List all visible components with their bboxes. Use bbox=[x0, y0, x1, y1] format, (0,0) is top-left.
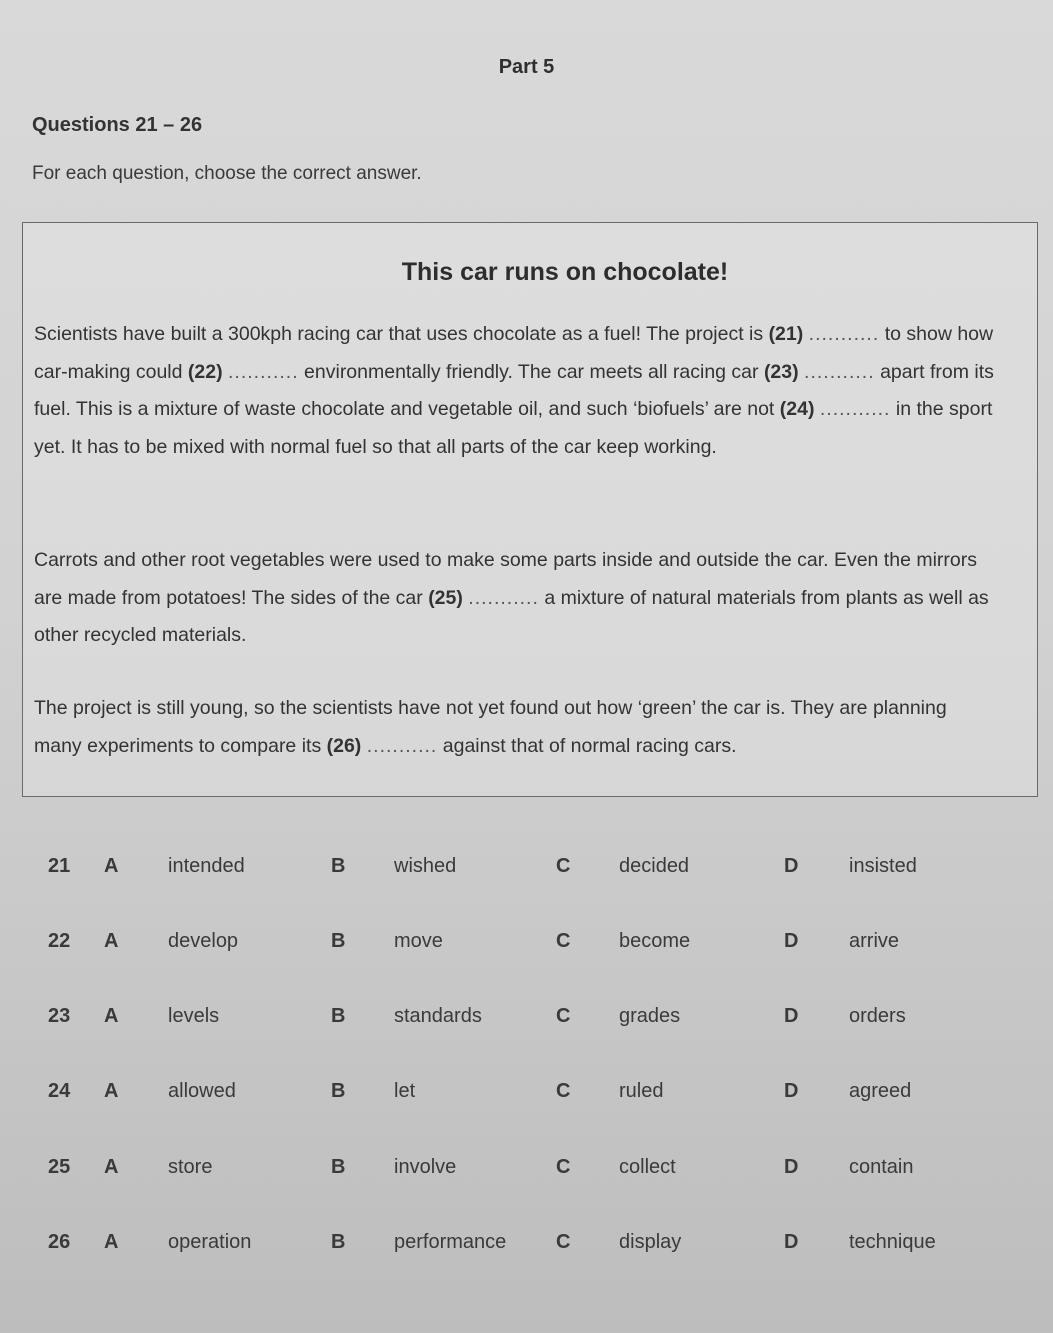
passage-text: apart from its fuel. This is a mixture of waste chocolate and vegetable oil, and such ‘biofuels’ are not bbox=[34, 360, 994, 420]
gap-dots: ........... bbox=[808, 323, 880, 345]
option-letter-c: C bbox=[556, 1005, 571, 1027]
option-letter-c: C bbox=[556, 930, 571, 952]
part-title: Part 5 bbox=[498, 56, 555, 78]
option-d[interactable]: orders bbox=[849, 1005, 906, 1027]
option-letter-b: B bbox=[331, 1156, 346, 1178]
option-b[interactable]: standards bbox=[394, 1005, 482, 1027]
option-d[interactable]: technique bbox=[849, 1231, 936, 1253]
gap-number: (24) bbox=[779, 398, 815, 420]
option-letter-c: C bbox=[556, 1231, 571, 1253]
option-letter-a: A bbox=[104, 1005, 119, 1027]
passage-paragraph-1 bbox=[34, 316, 999, 466]
option-d[interactable]: insisted bbox=[849, 855, 917, 877]
option-row-24 bbox=[0, 1080, 1053, 1110]
passage-text: a mixture of natural materials from plants as well as other recycled materials. bbox=[34, 586, 989, 646]
option-letter-b: B bbox=[331, 930, 346, 952]
option-letter-d: D bbox=[784, 1005, 799, 1027]
questions-range: Questions 21 – 26 bbox=[32, 114, 203, 136]
question-number: 26 bbox=[48, 1231, 71, 1253]
option-row-25 bbox=[0, 1156, 1053, 1186]
option-letter-c: C bbox=[556, 1156, 571, 1178]
option-c[interactable]: grades bbox=[619, 1005, 681, 1027]
option-b[interactable]: move bbox=[394, 930, 443, 952]
option-c[interactable]: ruled bbox=[619, 1080, 664, 1102]
gap-number: (23) bbox=[763, 360, 799, 383]
passage-text: The project is still young, so the scientists have not yet found out how ‘green’ the car is. They are planning many experiments to compare its bbox=[34, 697, 947, 757]
option-row-22 bbox=[0, 930, 1053, 960]
passage-text: Scientists have built a 300kph racing car that uses chocolate as a fuel! The project is bbox=[34, 323, 769, 345]
option-letter-c: C bbox=[556, 1080, 571, 1102]
gap-dots: ........... bbox=[804, 360, 875, 383]
passage-text: environmentally friendly. The car meets all racing car bbox=[298, 360, 764, 383]
option-row-23 bbox=[0, 1005, 1053, 1035]
question-number: 23 bbox=[48, 1005, 71, 1027]
option-d[interactable]: contain bbox=[849, 1156, 914, 1178]
option-c[interactable]: collect bbox=[619, 1156, 676, 1178]
option-a[interactable]: allowed bbox=[168, 1080, 236, 1102]
option-a[interactable]: intended bbox=[168, 855, 245, 877]
gap-dots: ........... bbox=[228, 360, 299, 383]
question-number: 24 bbox=[48, 1080, 71, 1102]
passage-paragraph-2 bbox=[34, 542, 999, 655]
question-number: 22 bbox=[48, 930, 71, 952]
option-c[interactable]: become bbox=[619, 930, 691, 952]
passage-text: to show how car-making could bbox=[34, 323, 994, 383]
gap-number: (21) bbox=[768, 323, 804, 345]
option-letter-b: B bbox=[331, 855, 346, 877]
option-b[interactable]: let bbox=[394, 1080, 416, 1102]
gap-dots: ........... bbox=[366, 734, 438, 757]
option-b[interactable]: performance bbox=[394, 1231, 507, 1253]
gap-number: (26) bbox=[326, 734, 362, 757]
option-letter-a: A bbox=[104, 855, 119, 877]
question-number: 25 bbox=[48, 1156, 71, 1178]
option-b[interactable]: involve bbox=[394, 1156, 457, 1178]
option-a[interactable]: levels bbox=[168, 1005, 220, 1027]
gap-dots: ........... bbox=[468, 586, 539, 609]
option-letter-d: D bbox=[784, 1080, 799, 1102]
passage-text: against that of normal racing cars. bbox=[437, 734, 737, 757]
option-letter-d: D bbox=[784, 1156, 799, 1178]
option-a[interactable]: operation bbox=[168, 1231, 252, 1253]
instruction-text: For each question, choose the correct answer. bbox=[32, 163, 422, 184]
option-a[interactable]: develop bbox=[168, 930, 239, 952]
option-letter-a: A bbox=[104, 1156, 119, 1178]
option-d[interactable]: agreed bbox=[849, 1080, 912, 1102]
option-letter-d: D bbox=[784, 855, 799, 877]
option-row-21 bbox=[0, 855, 1053, 885]
passage-paragraph-3 bbox=[34, 690, 999, 765]
option-letter-d: D bbox=[784, 930, 799, 952]
gap-number: (22) bbox=[187, 360, 223, 383]
passage-text: Carrots and other root vegetables were used to make some parts inside and outside the car. Even the mirrors are made from potatoes! The sides of the car bbox=[34, 549, 977, 609]
option-letter-a: A bbox=[104, 930, 119, 952]
option-c[interactable]: display bbox=[619, 1231, 682, 1253]
passage-text: in the sport yet. It has to be mixed with normal fuel so that all parts of the car keep working. bbox=[34, 398, 993, 458]
option-d[interactable]: arrive bbox=[849, 930, 900, 952]
option-letter-a: A bbox=[104, 1080, 119, 1102]
passage-title: This car runs on chocolate! bbox=[401, 258, 729, 286]
question-number: 21 bbox=[48, 855, 71, 877]
option-letter-b: B bbox=[331, 1231, 346, 1253]
option-letter-c: C bbox=[556, 855, 571, 877]
option-a[interactable]: store bbox=[168, 1156, 213, 1178]
gap-number: (25) bbox=[428, 586, 463, 609]
option-c[interactable]: decided bbox=[619, 855, 690, 877]
option-letter-b: B bbox=[331, 1005, 346, 1027]
option-b[interactable]: wished bbox=[394, 855, 457, 877]
option-letter-b: B bbox=[331, 1080, 346, 1102]
option-letter-a: A bbox=[104, 1231, 119, 1253]
gap-dots: ........... bbox=[819, 398, 891, 420]
option-row-26 bbox=[0, 1231, 1053, 1261]
option-letter-d: D bbox=[784, 1231, 799, 1253]
